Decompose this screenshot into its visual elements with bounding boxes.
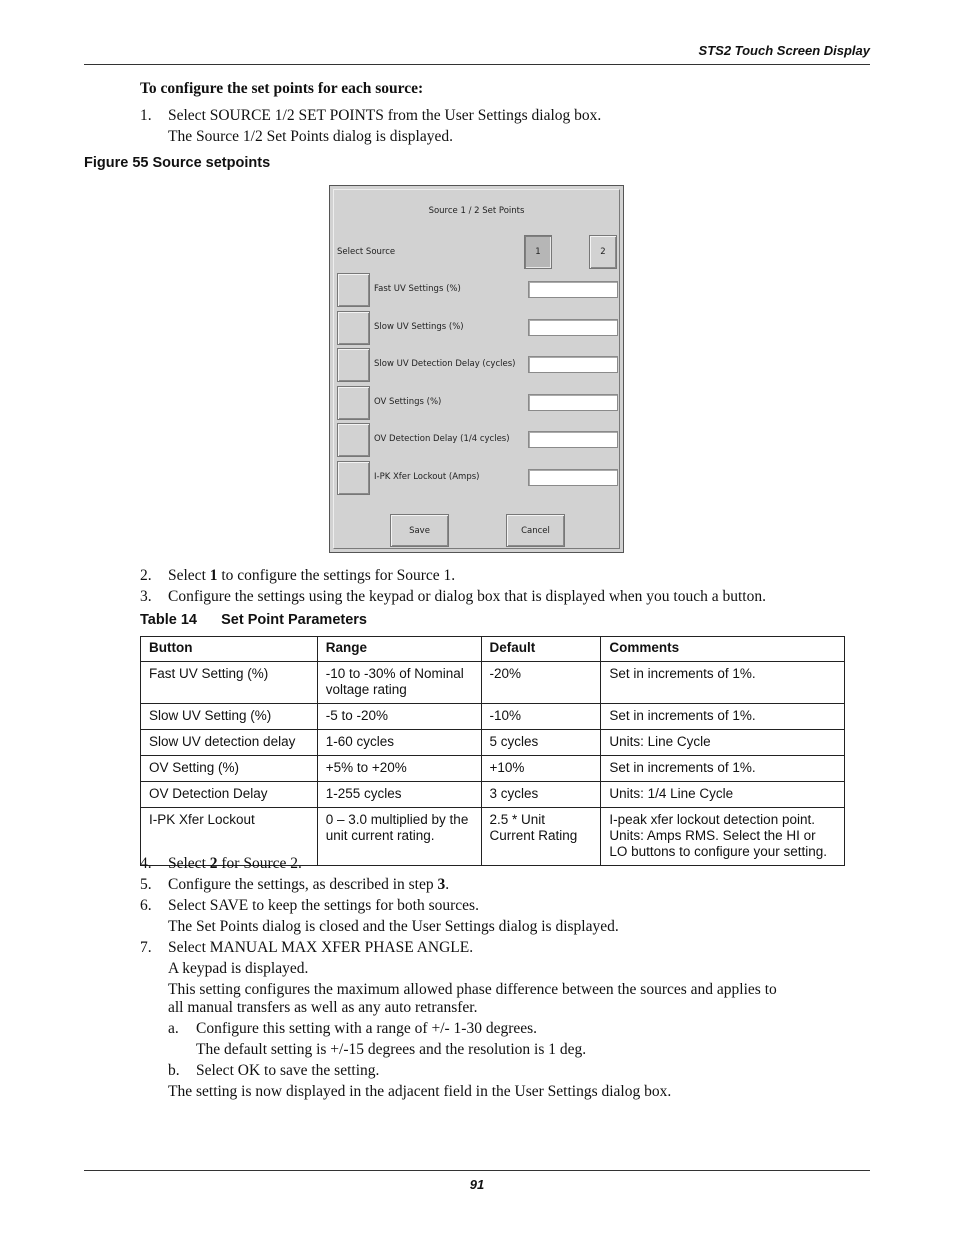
table-row [141,704,845,730]
slow-uv-label: Slow UV Settings (%) [374,322,464,332]
table-cell: OV Setting (%) [141,756,318,782]
table-row [141,730,845,756]
substep-a-text: Configure this setting with a range of +/- 1-30 degrees. [196,1020,538,1037]
page-number: 91 [469,1177,485,1192]
table-row [141,782,845,808]
table-cell: OV Detection Delay [141,782,318,808]
step-7-note-keypad: A keypad is displayed. [168,960,309,977]
ov-settings-field[interactable] [528,394,618,411]
table-cell: Fast UV Setting (%) [141,662,318,704]
ov-delay-label: OV Detection Delay (1/4 cycles) [374,434,510,444]
table-cell: Set in increments of 1%. [601,756,845,782]
column-header: Comments [601,637,845,662]
select-source-label: Select Source [337,247,396,257]
fast-uv-button[interactable] [337,273,370,307]
step-7-description-line1: This setting configures the maximum allowed phase difference between the sources and applies to [168,981,777,998]
slow-uv-delay-button[interactable] [337,348,370,382]
ov-settings-label: OV Settings (%) [374,397,442,407]
table-row [141,756,845,782]
substep-b-letter: b. [168,1062,180,1079]
step-7-final-note: The setting is now displayed in the adjacent field in the User Settings dialog box. [168,1083,672,1100]
step-1-number: 1. [140,107,152,124]
table-cell: Units: Line Cycle [601,730,845,756]
fast-uv-field[interactable] [528,281,618,298]
step-4-number: 4. [140,855,152,872]
table-cell: 2.5 * Unit Current Rating [481,808,601,866]
table-cell: -10% [481,704,601,730]
ov-settings-button[interactable] [337,386,370,420]
table-cell: -20% [481,662,601,704]
ipk-lockout-button[interactable] [337,461,370,495]
column-header: Default [481,637,601,662]
table-caption: Table 14 Set Point Parameters [140,612,367,628]
table-cell: 1-255 cycles [317,782,481,808]
table-cell: 1-60 cycles [317,730,481,756]
ipk-lockout-label: I-PK Xfer Lockout (Amps) [374,472,480,482]
footer-rule [84,1170,870,1171]
slow-uv-delay-field[interactable] [528,356,618,373]
fast-uv-label: Fast UV Settings (%) [374,284,461,294]
source-1-button[interactable]: 1 [524,235,552,269]
table-cell: -5 to -20% [317,704,481,730]
substep-a-note: The default setting is +/-15 degrees and the resolution is 1 deg. [196,1041,587,1058]
step-6-number: 6. [140,897,152,914]
table-cell: 0 – 3.0 multiplied by the unit current rating. [317,808,481,866]
table-cell: +5% to +20% [317,756,481,782]
step-3-number: 3. [140,588,152,605]
step-5-text: Configure the settings, as described in step 3. [168,876,450,893]
table-cell: Units: 1/4 Line Cycle [601,782,845,808]
step-4-text: Select 2 for Source 2. [168,855,302,872]
substep-a-letter: a. [168,1020,179,1037]
step-6-text: Select SAVE to keep the settings for both sources. [168,897,479,914]
step-7-number: 7. [140,939,152,956]
ov-delay-field[interactable] [528,431,618,448]
table-cell: -10 to -30% of Nominal voltage rating [317,662,481,704]
step-7-description-line2: all manual transfers as well as any auto retransfer. [168,999,478,1016]
table-cell: I-peak xfer lockout detection point. Units: Amps RMS. Select the HI or LO buttons to configure your setting. [601,808,845,866]
table-cell: Slow UV Setting (%) [141,704,318,730]
table-row [141,662,845,704]
table-cell: I-PK Xfer Lockout [141,808,318,866]
slow-uv-delay-label: Slow UV Detection Delay (cycles) [374,359,516,369]
ipk-lockout-field[interactable] [528,469,618,486]
source-2-button[interactable]: 2 [589,235,617,269]
table-cell: Set in increments of 1%. [601,662,845,704]
procedure-heading: To configure the set points for each source: [140,80,424,97]
step-3-text: Configure the settings using the keypad or dialog box that is displayed when you touch a button. [168,588,766,605]
table-cell: +10% [481,756,601,782]
step-7-text: Select MANUAL MAX XFER PHASE ANGLE. [168,939,474,956]
slow-uv-field[interactable] [528,319,618,336]
step-2-text: Select 1 to configure the settings for Source 1. [168,567,456,584]
table-cell: 3 cycles [481,782,601,808]
table-cell: Set in increments of 1%. [601,704,845,730]
step-2-number: 2. [140,567,152,584]
column-header: Range [317,637,481,662]
running-header: STS2 Touch Screen Display [698,43,870,58]
step-1-note: The Source 1/2 Set Points dialog is displayed. [168,128,454,145]
slow-uv-button[interactable] [337,311,370,345]
step-1-text: Select SOURCE 1/2 SET POINTS from the User Settings dialog box. [168,107,602,124]
step-5-number: 5. [140,876,152,893]
dialog-title: Source 1 / 2 Set Points [428,206,525,216]
cancel-button[interactable]: Cancel [506,514,565,547]
set-point-parameters-table [140,636,845,866]
step-6-note: The Set Points dialog is closed and the User Settings dialog is displayed. [168,918,619,935]
save-button[interactable]: Save [390,514,449,547]
source-setpoints-dialog [329,185,624,553]
substep-b-text: Select OK to save the setting. [196,1062,380,1079]
figure-caption: Figure 55 Source setpoints [84,155,271,171]
header-rule [84,64,870,65]
table-cell: 5 cycles [481,730,601,756]
ov-delay-button[interactable] [337,423,370,457]
table-cell: Slow UV detection delay [141,730,318,756]
column-header: Button [141,637,318,662]
table-header-row [141,637,845,662]
